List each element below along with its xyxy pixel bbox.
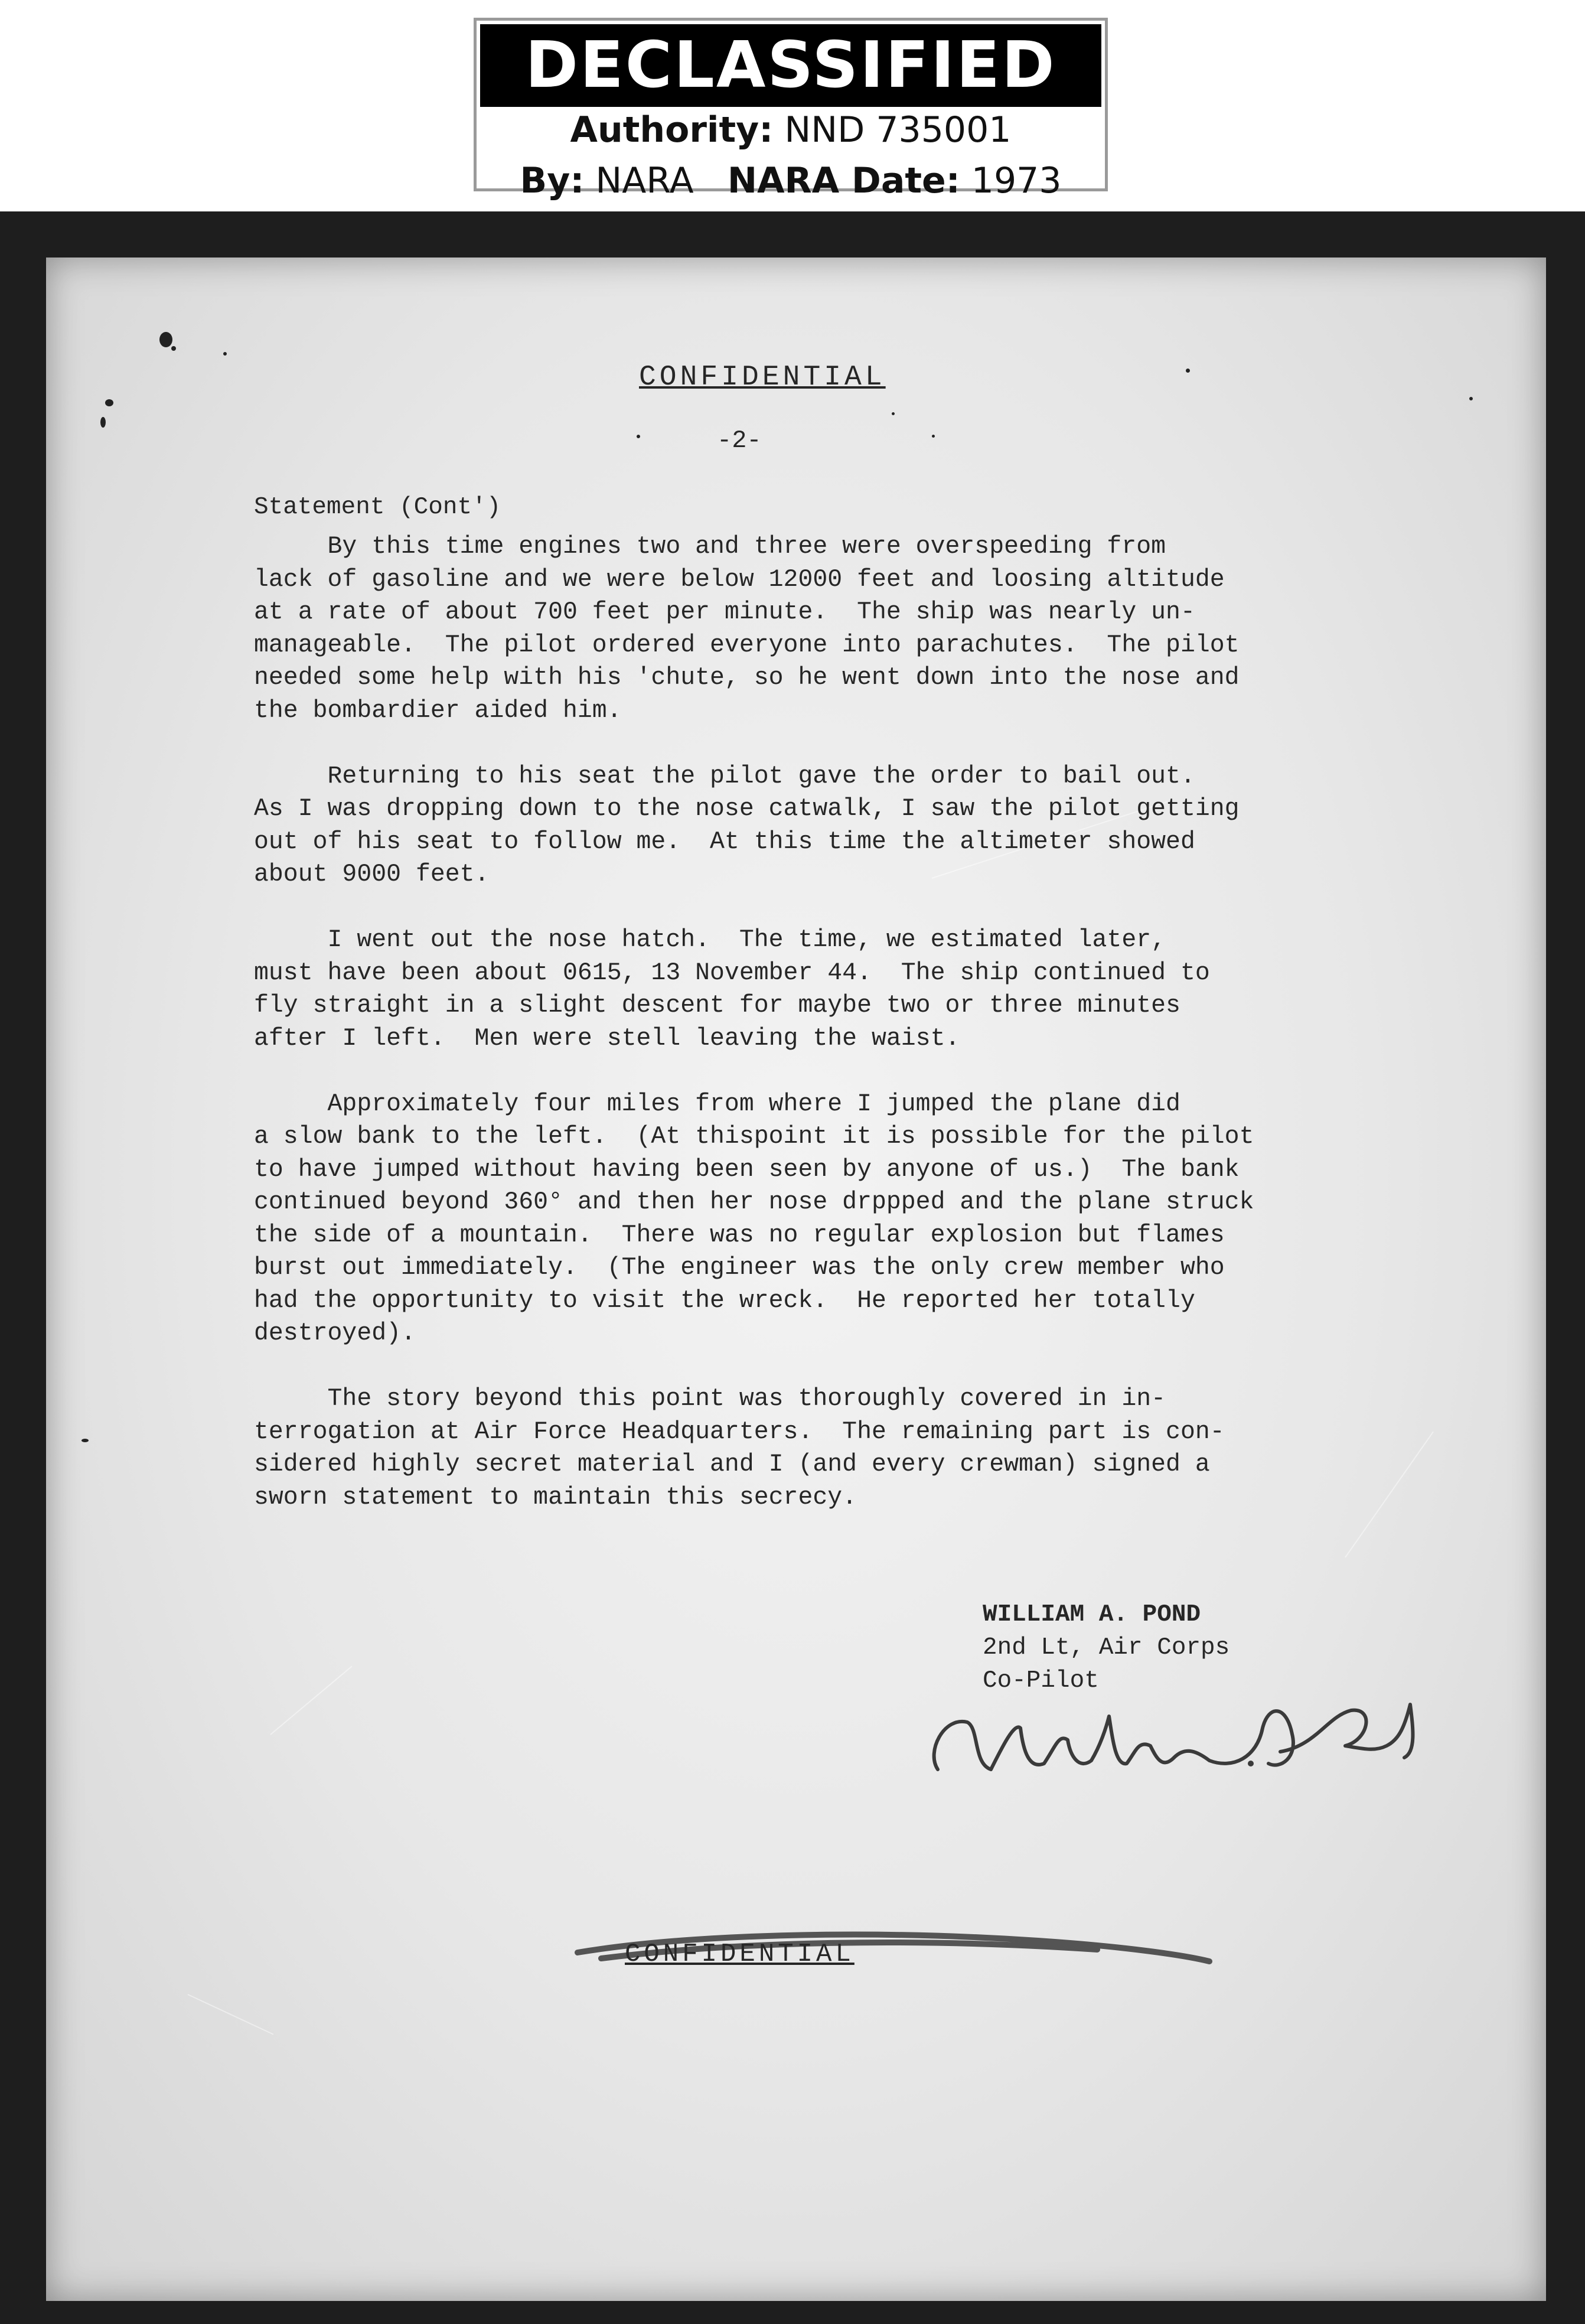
text-line: destroyed). (254, 1319, 416, 1347)
declassified-stamp (474, 18, 1108, 201)
dust-speck (81, 1439, 89, 1442)
text-line: must have been about 0615, 13 November 44. The ship continued to (254, 959, 1210, 987)
text-line: the side of a mountain. There was no regular explosion but flames (254, 1221, 1225, 1249)
page-number: -2- (717, 426, 762, 455)
film-scratch (188, 1994, 274, 2035)
paper-sheet (46, 258, 1546, 2301)
signature-dot (1248, 1761, 1254, 1766)
text-line: Returning to his seat the pilot gave the order to bail out. (254, 762, 1195, 790)
text-line: By this time engines two and three were overspeeding from (254, 533, 1166, 560)
stamp-authority-line (477, 109, 1105, 151)
stamp-by-line (477, 160, 1105, 201)
stamp-by-label: By: (520, 160, 585, 201)
text-line: had the opportunity to visit the wreck. He reported her totally (254, 1286, 1195, 1315)
text-line: after I left. Men were stell leaving the waist. (254, 1024, 960, 1052)
paragraph (254, 530, 1254, 727)
text-line: I went out the nose hatch. The time, we estimated later, (254, 926, 1166, 954)
dust-speck (637, 435, 640, 438)
text-line: terrogation at Air Force Headquarters. The remaining part is con- (254, 1417, 1225, 1446)
stamp-date-label: NARA Date: (727, 160, 960, 201)
paragraph (254, 1088, 1254, 1350)
stamp-date-value: 1973 (971, 160, 1062, 201)
text-line: a slow bank to the left. (At thispoint it is possible for the pilot (254, 1123, 1254, 1150)
text-line: about 9000 feet. (254, 861, 490, 888)
dust-speck (105, 399, 113, 406)
stamp-authority-label: Authority: (570, 109, 774, 151)
classification-footer: CONFIDENTIAL (625, 1940, 855, 1969)
dust-speck (171, 346, 176, 351)
signer-rank: 2nd Lt, Air Corps (983, 1634, 1230, 1661)
text-line: As I was dropping down to the nose catwalk, I saw the pilot getting (254, 795, 1240, 823)
dust-speck (1186, 369, 1190, 373)
text-line: the bombardier aided him. (254, 696, 622, 725)
stamp-by-value: NARA (595, 160, 694, 201)
text-line: lack of gasoline and we were below 12000 feet and loosing altitude (254, 565, 1225, 594)
text-line: fly straight in a slight descent for maybe two or three minutes (254, 992, 1180, 1019)
signer-role: Co-Pilot (983, 1667, 1099, 1694)
text-line: out of his seat to follow me. At this time the altimeter showed (254, 827, 1195, 856)
text-line: to have jumped without having been seen by anyone of us.) The bank (254, 1155, 1240, 1184)
classification-header: CONFIDENTIAL (639, 361, 886, 393)
dust-speck (892, 412, 895, 415)
text-line: sidered highly secret material and I (and every crewman) signed a (254, 1451, 1210, 1478)
dust-speck (100, 417, 106, 428)
text-line: Approximately four miles from where I jumped the plane did (254, 1090, 1180, 1118)
dust-speck (1469, 397, 1473, 400)
text-line: at a rate of about 700 feet per minute. The ship was nearly un- (254, 598, 1195, 626)
statement-heading: Statement (Cont') (254, 494, 501, 521)
dust-speck (223, 352, 227, 356)
film-scratch (270, 1666, 352, 1735)
film-scratch (1345, 1431, 1434, 1557)
text-line: continued beyond 360° and then her nose drppped and the plane struck (254, 1188, 1254, 1216)
stamp-authority-value: NND 735001 (784, 109, 1012, 151)
signer-name: WILLIAM A. POND (983, 1601, 1201, 1628)
scanned-page (0, 211, 1585, 2324)
text-line: burst out immediately. (The engineer was the only crew member who (254, 1254, 1225, 1282)
dust-speck (932, 435, 935, 438)
signature-stroke (934, 1704, 1413, 1769)
statement-body (254, 530, 1254, 1547)
dust-speck (159, 332, 172, 347)
text-line: needed some help with his 'chute, so he went down into the nose and (254, 664, 1240, 692)
stamp-title: DECLASSIFIED (480, 24, 1101, 107)
text-line: The story beyond this point was thoroughly covered in in- (254, 1385, 1166, 1413)
paragraph (254, 924, 1254, 1055)
handwritten-signature (902, 1681, 1434, 1799)
text-line: manageable. The pilot ordered everyone into parachutes. The pilot (254, 631, 1240, 659)
paragraph (254, 760, 1254, 891)
text-line: sworn statement to maintain this secrecy. (254, 1483, 857, 1511)
paragraph (254, 1383, 1254, 1514)
